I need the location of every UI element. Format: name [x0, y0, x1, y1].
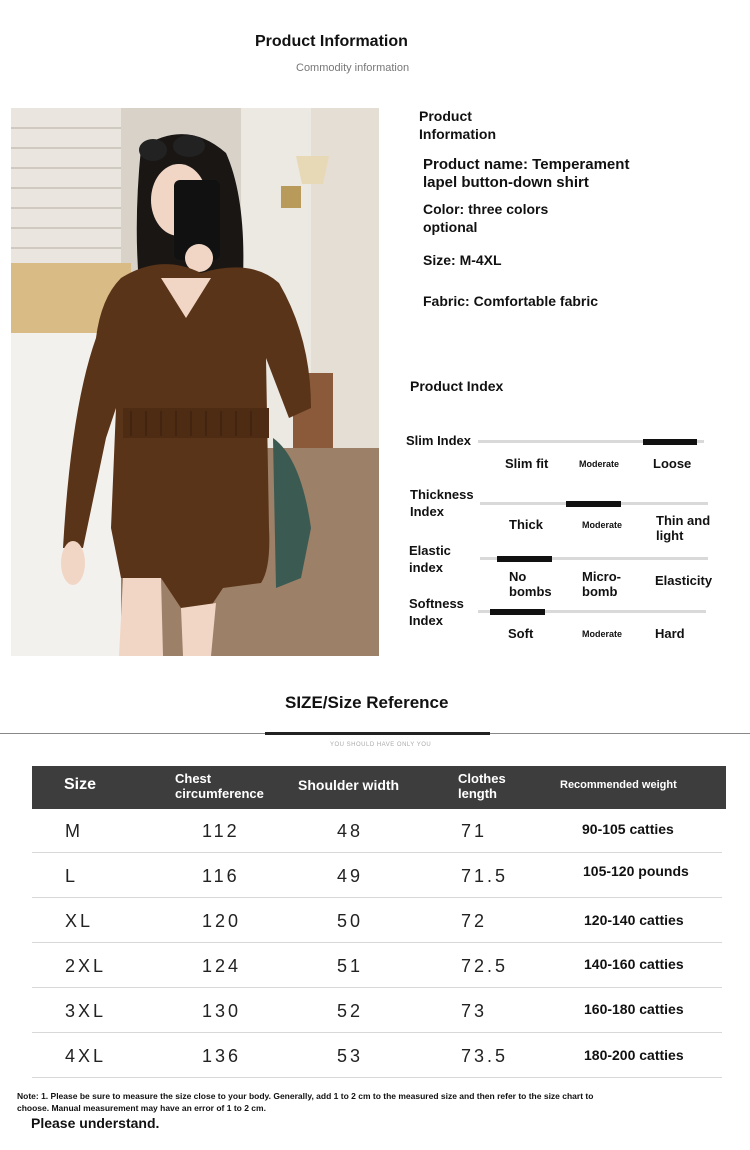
thickness-index-right: Thin and light [656, 513, 711, 543]
cell-weight: 180-200 catties [584, 1047, 684, 1063]
thickness-index-label: Thickness Index [410, 487, 474, 519]
row-divider [32, 987, 722, 988]
cell-chest: 136 [202, 1046, 242, 1066]
cell-length: 71 [461, 821, 488, 841]
cell-weight: 105-120 pounds [583, 863, 689, 879]
cell-length: 73.5 [461, 1046, 509, 1066]
thickness-index-mid: Moderate [582, 520, 623, 530]
size-section-note: YOU SHOULD HAVE ONLY YOU [330, 742, 432, 748]
softness-index-track [478, 610, 706, 613]
softness-index-mid: Moderate [582, 629, 623, 639]
page-subtitle: Commodity information [296, 62, 410, 74]
cell-weight: 160-180 catties [584, 1001, 684, 1017]
cell-size: XL [65, 911, 94, 931]
cell-size: L [65, 866, 79, 886]
softness-index-left: Soft [508, 626, 534, 641]
cell-shoulder: 52 [337, 1001, 364, 1021]
cell-length: 71.5 [461, 866, 509, 886]
cell-chest: 124 [202, 956, 242, 976]
cell-length: 72 [461, 911, 488, 931]
elastic-index-mid: Micro- bomb [582, 569, 621, 599]
thickness-index-marker [566, 501, 621, 507]
cell-chest: 116 [202, 866, 240, 886]
header-chest: Chest circumference [175, 771, 264, 801]
row-divider [32, 852, 722, 853]
cell-chest: 120 [202, 911, 242, 931]
slim-index-left: Slim fit [505, 456, 549, 471]
model-illustration [11, 108, 379, 656]
size-table-header [32, 766, 726, 809]
product-color: Color: three colors optional [423, 201, 549, 235]
page-title: Product Information [255, 33, 408, 50]
cell-size: M [65, 821, 83, 841]
section-divider-accent [265, 732, 490, 735]
slim-index-label: Slim Index [406, 433, 472, 448]
elastic-index-label: Elastic index [409, 543, 451, 575]
header-shoulder: Shoulder width [298, 777, 400, 793]
softness-index-label: Softness Index [409, 596, 464, 628]
elastic-index-left: No bombs [509, 569, 552, 599]
slim-index-right: Loose [653, 456, 692, 471]
elastic-index-marker [497, 556, 552, 562]
slim-index-marker [643, 439, 697, 445]
product-name: Product name: Temperament lapel button-down shirt [423, 156, 630, 191]
thickness-index-left: Thick [509, 517, 543, 532]
slim-index-track [478, 440, 704, 443]
row-divider [32, 942, 722, 943]
size-section-title: SIZE/Size Reference [285, 693, 449, 712]
cell-size: 4XL [65, 1046, 107, 1066]
cell-shoulder: 50 [337, 911, 364, 931]
softness-index-right: Hard [655, 626, 685, 641]
info-heading: Product Information [419, 108, 496, 142]
elastic-index-right: Elasticity [655, 573, 713, 588]
note-closing: Please understand. [31, 1115, 160, 1131]
measurement-note: Note: 1. Please be sure to measure the size close to your body. Generally, add 1 to 2 cm to the measured size and then refer to the size chart to choose. Manual measurement may have an error of 1 to 2 cm. [17, 1091, 594, 1113]
cell-weight: 120-140 catties [584, 912, 684, 928]
header-size: Size [64, 776, 97, 793]
product-size: Size: M-4XL [423, 252, 502, 268]
cell-shoulder: 49 [337, 866, 364, 886]
row-divider [32, 897, 722, 898]
row-divider [32, 1077, 722, 1078]
slim-index-mid: Moderate [579, 459, 620, 469]
cell-chest: 112 [202, 821, 240, 841]
index-heading: Product Index [410, 378, 504, 394]
product-photo [11, 108, 379, 656]
cell-shoulder: 51 [337, 956, 364, 976]
row-divider [32, 1032, 722, 1033]
cell-length: 72.5 [461, 956, 509, 976]
cell-weight: 140-160 catties [584, 956, 684, 972]
thickness-index-track [480, 502, 708, 505]
cell-shoulder: 48 [337, 821, 364, 841]
product-fabric: Fabric: Comfortable fabric [423, 293, 599, 309]
header-length: Clothes length [458, 771, 506, 801]
cell-chest: 130 [202, 1001, 242, 1021]
elastic-index-track [480, 557, 708, 560]
header-weight: Recommended weight [560, 779, 677, 791]
softness-index-marker [490, 609, 545, 615]
cell-size: 3XL [65, 1001, 107, 1021]
cell-length: 73 [461, 1001, 488, 1021]
cell-weight: 90-105 catties [582, 821, 674, 837]
cell-size: 2XL [65, 956, 107, 976]
cell-shoulder: 53 [337, 1046, 364, 1066]
